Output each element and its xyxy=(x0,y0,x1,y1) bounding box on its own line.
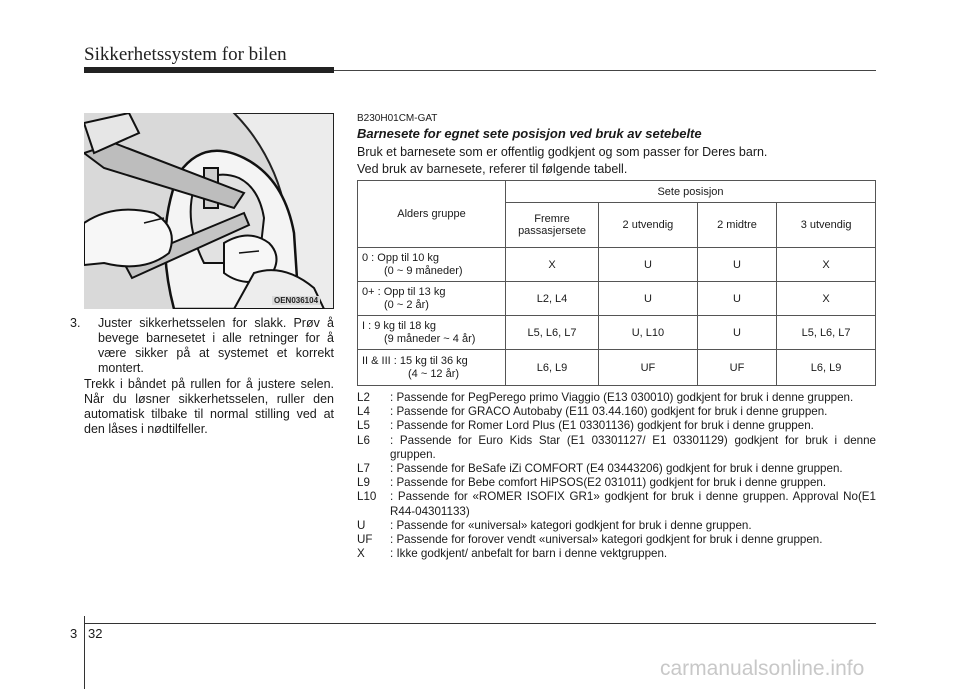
list-item xyxy=(357,419,876,433)
table-cell: L6, L9 xyxy=(777,350,876,386)
legend-notes xyxy=(357,391,876,561)
step-text: Juster sikkerhetsselen for slakk. Prøv å bevege barnesetet i alle retninger for å være sikker på at systemet et korrekt montert. xyxy=(98,316,334,375)
header-rule xyxy=(334,70,876,71)
note-text: : Passende for «ROMER ISOFIX GR1» godkjent for bruk i denne gruppen. Approval No(E1 R44-04301133) xyxy=(390,490,876,518)
list-item xyxy=(357,434,876,462)
group-age: (0 ~ 2 år) xyxy=(384,298,429,311)
seat-position-table xyxy=(357,180,876,386)
table-cell: U xyxy=(599,248,698,282)
table-cell: X xyxy=(506,248,599,282)
note-key: UF xyxy=(357,533,373,547)
intro-line-1: Bruk et barnesete som er offentlig godkjent og som passer for Deres barn. xyxy=(357,145,768,159)
figure-label: OEN036104 xyxy=(274,296,319,305)
list-item xyxy=(357,490,876,518)
note-key: L7 xyxy=(357,462,370,476)
table-cell: L6, L9 xyxy=(506,350,599,386)
table-cell: U xyxy=(697,248,776,282)
table-cell: L5, L6, L7 xyxy=(506,316,599,350)
note-key: X xyxy=(357,547,365,561)
table-cell: U, L10 xyxy=(599,316,698,350)
table-row xyxy=(358,316,876,350)
table-row xyxy=(358,282,876,316)
age-group-cell xyxy=(358,248,506,282)
section-number: 3 xyxy=(70,626,78,641)
group-age: (0 ~ 9 måneder) xyxy=(384,264,463,277)
page-header-title: Sikkerhetssystem for bilen xyxy=(84,44,287,65)
group-weight: 0+ : Opp til 13 kg xyxy=(362,285,446,298)
col-header: 2 midtre xyxy=(697,203,776,248)
table-row xyxy=(358,248,876,282)
table-cell: UF xyxy=(697,350,776,386)
table-cell: X xyxy=(777,248,876,282)
section-code: B230H01CM-GAT xyxy=(357,113,438,124)
step-3 xyxy=(70,316,334,376)
step-number: 3. xyxy=(70,316,81,330)
table-cell: U xyxy=(697,316,776,350)
child-seat-drawing xyxy=(84,113,334,309)
note-text: : Passende for Bebe comfort HiPSOS(E2 031011) godkjent for bruk i denne gruppen. xyxy=(390,476,827,490)
footer-divider xyxy=(84,616,85,689)
seat-position-header: Sete posisjon xyxy=(506,181,876,203)
note-text: : Passende for forover vendt «universal» kategori godkjent for bruk i denne gruppen. xyxy=(390,533,823,547)
table-row xyxy=(358,350,876,386)
age-group-cell xyxy=(358,350,506,386)
table-cell: UF xyxy=(599,350,698,386)
table-cell: U xyxy=(697,282,776,316)
table-cell: X xyxy=(777,282,876,316)
step-3-line xyxy=(70,316,334,376)
age-group-header: Alders gruppe xyxy=(358,181,506,248)
note-key: L9 xyxy=(357,476,370,490)
table-cell: L5, L6, L7 xyxy=(777,316,876,350)
list-item xyxy=(357,547,876,561)
footer-rule xyxy=(84,623,876,624)
note-text: : Passende for «universal» kategori godkjent for bruk i denne gruppen. xyxy=(390,518,752,532)
section-subtitle: Barnesete for egnet sete posisjon ved bruk av setebelte xyxy=(357,126,702,141)
age-group-cell xyxy=(358,282,506,316)
age-group-cell xyxy=(358,316,506,350)
list-item xyxy=(357,519,876,533)
note-key: L2 xyxy=(357,391,370,404)
list-item xyxy=(357,533,876,547)
header-bar xyxy=(84,67,334,73)
list-item xyxy=(357,391,876,405)
list-item xyxy=(357,476,876,490)
col-header: 2 utvendig xyxy=(599,203,698,248)
note-text: : Ikke godkjent/ anbefalt for barn i denne vektgruppen. xyxy=(390,547,668,561)
col-header: 3 utvendig xyxy=(777,203,876,248)
note-key: U xyxy=(357,518,366,532)
table-cell: U xyxy=(599,282,698,316)
intro-line-2: Ved bruk av barnesete, referer til følgende tabell. xyxy=(357,162,628,176)
note-text: : Passende for PegPerego primo Viaggio (E13 030010) godkjent for bruk i denne gruppen. xyxy=(390,391,854,404)
note-text: : Passende for GRACO Autobaby (E11 03.44.160) godkjent for bruk i denne gruppen. xyxy=(390,405,828,419)
child-seat-illustration xyxy=(84,113,334,309)
belt-paragraph: Trekk i båndet på rullen for å justere selen. Når du løsner sikkerhetsselen, ruller den automatisk tilbake til normal stilling ved at den låses i nødtilfeller. xyxy=(84,377,334,436)
note-text: : Passende for BeSafe iZi COMFORT (E4 03443206) godkjent for bruk i denne gruppen. xyxy=(390,462,843,476)
list-item xyxy=(357,405,876,419)
group-weight: I : 9 kg til 18 kg xyxy=(362,319,436,332)
group-weight: 0 : Opp til 10 kg xyxy=(362,251,440,264)
col-header: Fremre passasjersete xyxy=(506,203,599,248)
table-header-row xyxy=(358,181,876,203)
note-key: L4 xyxy=(357,405,370,419)
group-age: (9 måneder ~ 4 år) xyxy=(384,332,476,345)
note-text: : Passende for Romer Lord Plus (E1 03301136) godkjent for bruk i denne gruppen. xyxy=(390,419,814,433)
note-text: : Passende for Euro Kids Star (E1 03301127/ E1 03301129) godkjent for bruk i denne gruppen. xyxy=(390,433,876,461)
page-number: 32 xyxy=(88,626,103,641)
note-key: L6 xyxy=(357,433,370,447)
group-age: (4 ~ 12 år) xyxy=(408,367,460,380)
note-key: L10 xyxy=(357,490,377,504)
watermark: carmanualsonline.info xyxy=(660,657,865,680)
table-cell: L2, L4 xyxy=(506,282,599,316)
list-item xyxy=(357,462,876,476)
group-weight: II & III : 15 kg til 36 kg xyxy=(362,354,468,367)
note-key: L5 xyxy=(357,419,370,433)
